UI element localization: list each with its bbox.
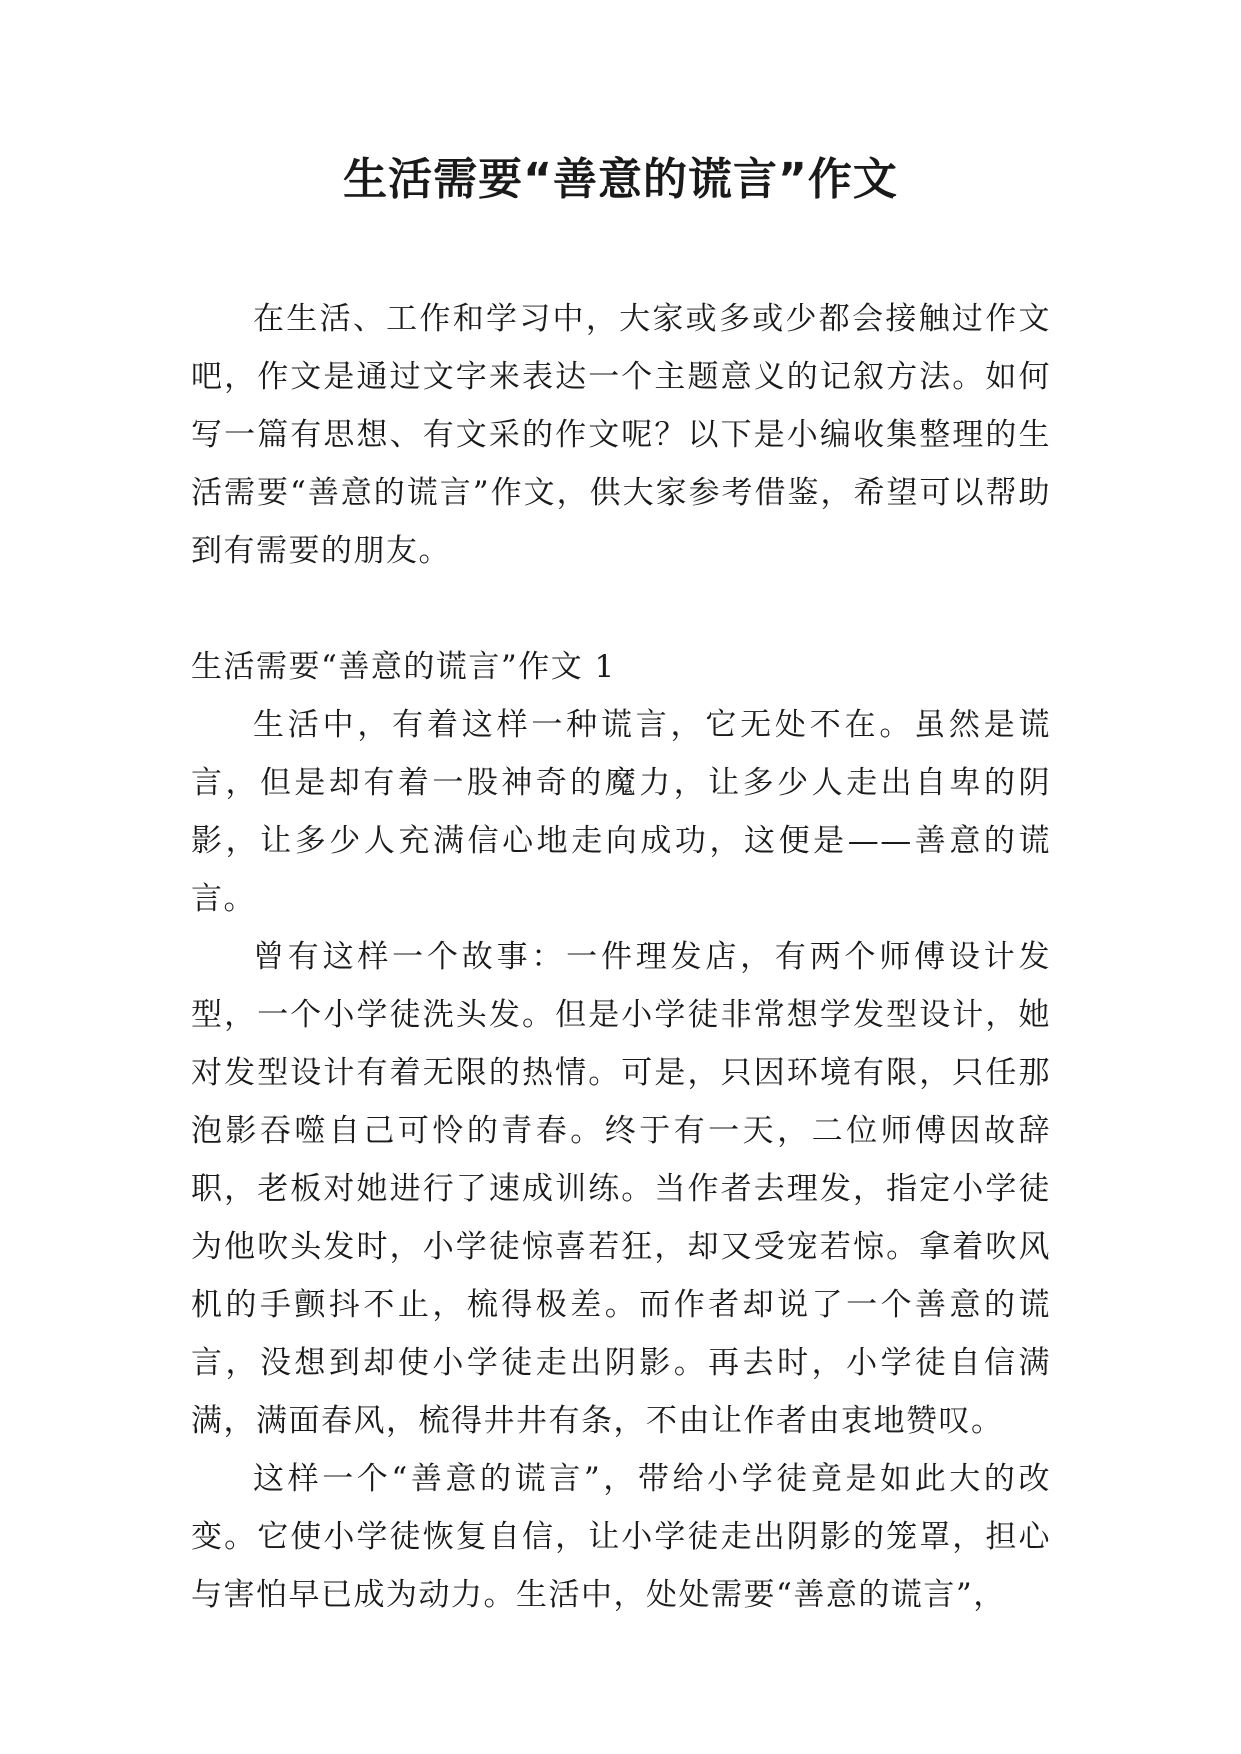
intro-paragraph: 在生活、工作和学习中，大家或多或少都会接触过作文吧，作文是通过文字来表达一个主题意义的记叙方法。如何写一篇有思想、有文采的作文呢？以下是小编收集整理的生活需要“善意的谎言”作文，供大家参考借鉴，希望可以帮助到有需要的朋友。 [191, 301, 1051, 569]
body-paragraph-1: 生活中，有着这样一种谎言，它无处不在。虽然是谎言，但是却有着一股神奇的魔力，让多少人走出自卑的阴影，让多少人充满信心地走向成功，这便是——善意的谎言。 [191, 707, 1051, 917]
body-paragraph-2: 曾有这样一个故事：一件理发店，有两个师傅设计发型，一个小学徒洗头发。但是小学徒非常想学发型设计，她对发型设计有着无限的热情。可是，只因环境有限，只任那泡影吞噬自己可怜的青春。终于有一天，二位师傅因故辞职，老板对她进行了速成训练。当作者去理发，指定小学徒为他吹头发时，小学徒惊喜若狂，却又受宠若惊。拿着吹风机的手颤抖不止，梳得极差。而作者却说了一个善意的谎言，没想到却使小学徒走出阴影。再去时，小学徒自信满满，满面春风，梳得井井有条，不由让作者由衷地赞叹。 [191, 939, 1051, 1439]
paragraph-gap [191, 580, 1051, 638]
section-heading: 生活需要“善意的谎言”作文 1 [191, 649, 616, 685]
body-paragraph-3: 这样一个“善意的谎言”，带给小学徒竟是如此大的改变。它使小学徒恢复自信，让小学徒走出阴影的笼罩，担心与害怕早已成为动力。生活中，处处需要“善意的谎言”， [191, 1461, 1051, 1613]
document-title: 生活需要“善意的谎言”作文 [343, 154, 898, 205]
document-body [191, 290, 1051, 1624]
